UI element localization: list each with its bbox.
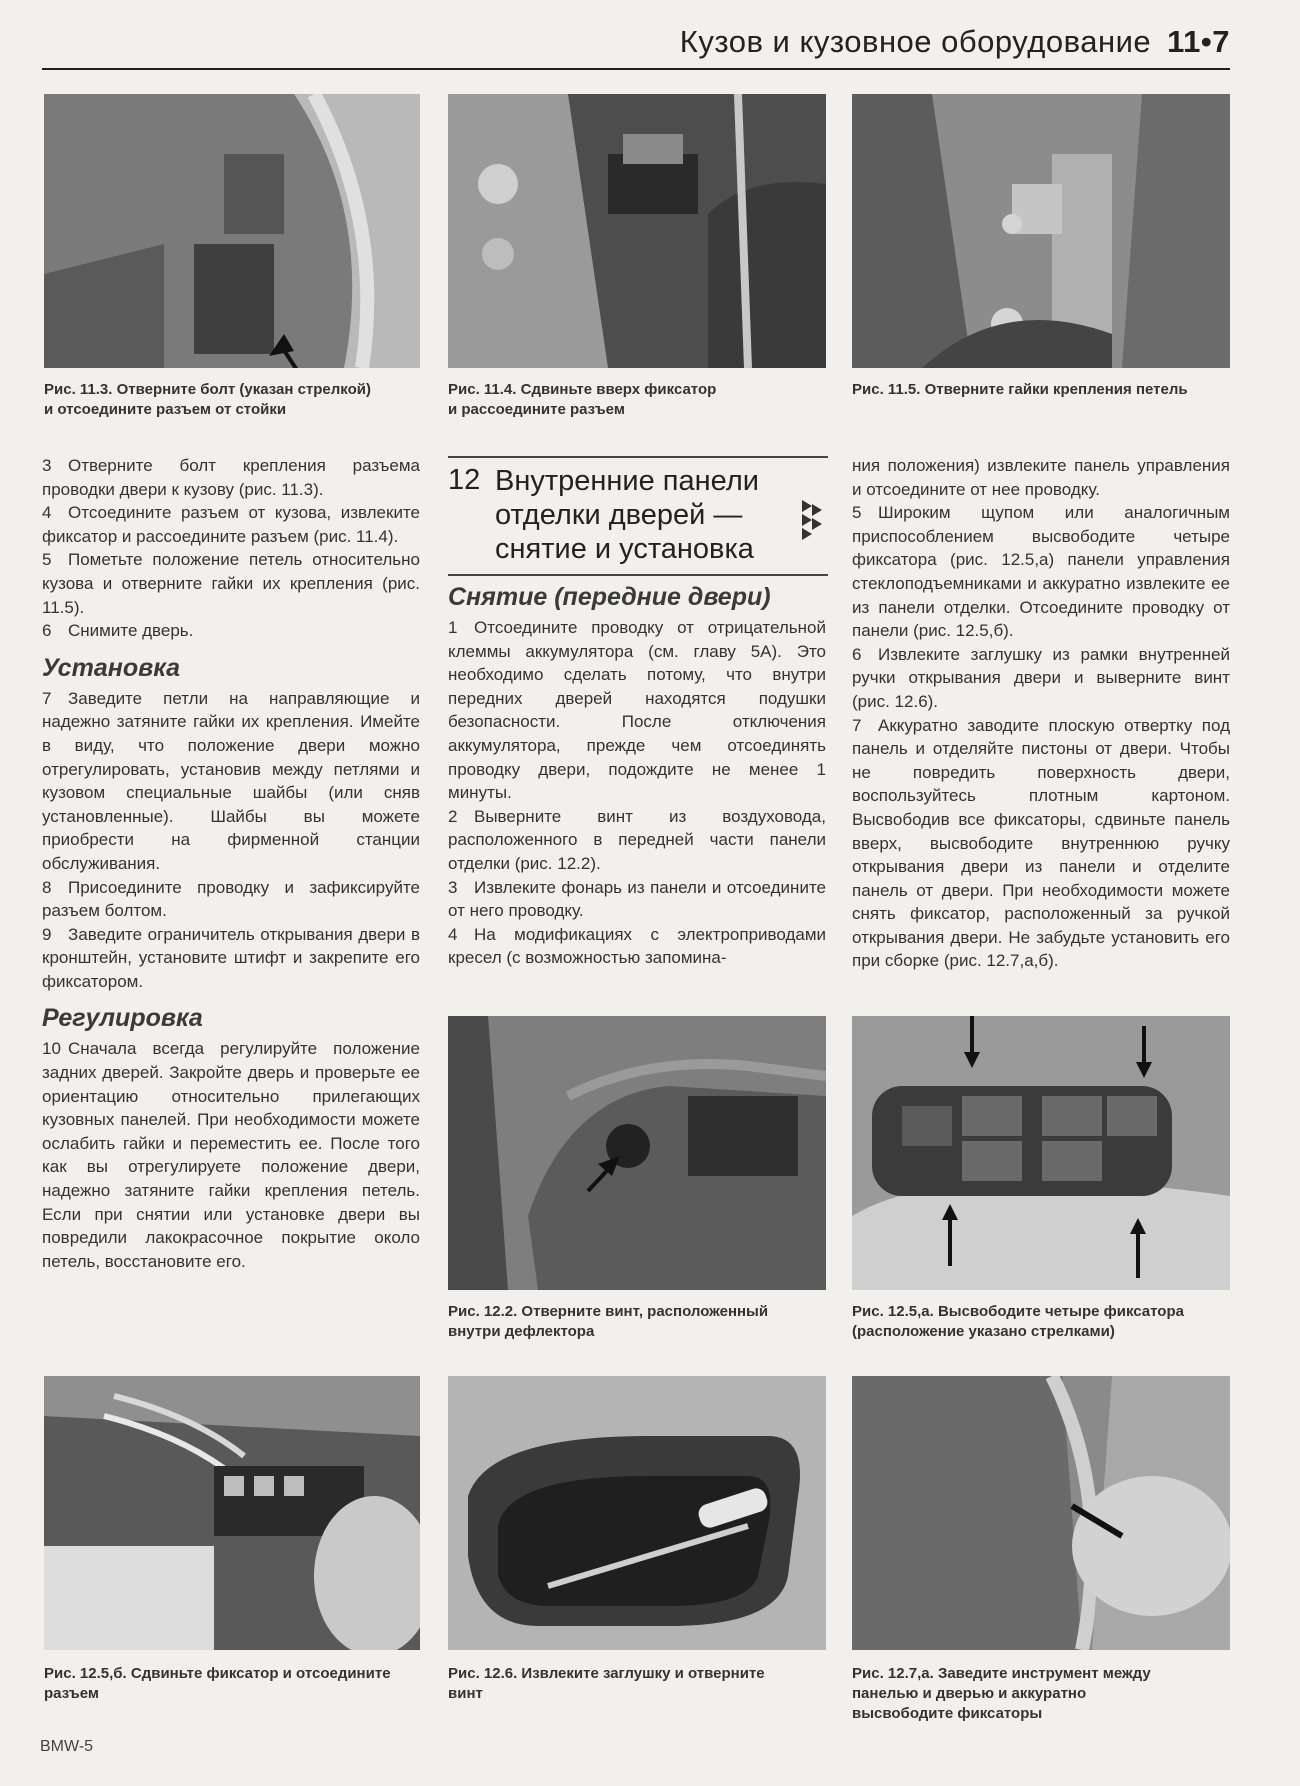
step-number: 4 bbox=[448, 924, 458, 944]
step-number: 5 bbox=[42, 550, 52, 570]
step-text: Снимите дверь. bbox=[68, 621, 194, 641]
caption-line: Рис. 11.4. Сдвиньте вверх фиксатор bbox=[448, 381, 717, 398]
step-text: На модификациях с электроприводами кресел (с возможностью запомина- bbox=[448, 924, 826, 968]
step-text: Заведите ограничитель открывания двери в кронштейн, установите штифт и закрепите его фиксатором. bbox=[42, 924, 420, 991]
caption-line: Рис. 12.6. Извлеките заглушку и отверните bbox=[448, 1665, 765, 1682]
step-text: Отсоедините разъем от кузова, извлеките фиксатор и рассоедините разъем (рис. 11.4). bbox=[42, 503, 420, 546]
caption-line: панелью и дверью и аккуратно bbox=[852, 1685, 1087, 1702]
left-text-column bbox=[42, 454, 420, 1273]
caption-line: разъем bbox=[44, 1685, 99, 1702]
step-number: 6 bbox=[852, 644, 862, 664]
section-heading bbox=[448, 456, 828, 576]
step bbox=[42, 619, 420, 643]
step bbox=[42, 454, 420, 501]
step bbox=[448, 805, 826, 876]
step bbox=[42, 548, 420, 619]
step bbox=[42, 1037, 420, 1273]
caption-fig-11-4 bbox=[448, 380, 828, 420]
step bbox=[852, 501, 1230, 643]
photo-fig-12-2 bbox=[448, 1016, 826, 1290]
step-text: Широким щупом или аналогичным приспособлением высвободите четыре фиксатора (рис. 12.5,а) панели управления стеклоподъемниками и аккуратно извлеките ее из панели отделки. Отсоедините проводку от панели (рис. 12.5,б). bbox=[852, 503, 1230, 641]
step-number: 7 bbox=[42, 688, 52, 708]
section-title: Внутренние панели отделки дверей — снятие и установка bbox=[495, 465, 759, 565]
step bbox=[42, 687, 420, 876]
step-text: Отверните болт крепления разъема проводки двери к кузову (рис. 11.3). bbox=[42, 456, 420, 499]
running-header bbox=[680, 24, 1230, 60]
step-text: Отсоедините проводку от отрицательной клеммы аккумулятора (см. главу 5А). Это необходимо сделать потому, что внутри передних дверей находятся подушки безопасности. После отключения аккумулятора, прежде чем отсоединять проводку двери, подождите не менее 1 минуты. bbox=[448, 618, 826, 803]
caption-line: Рис. 12.7,а. Заведите инструмент между bbox=[852, 1665, 1151, 1682]
step-number: 4 bbox=[42, 503, 52, 523]
header-rule bbox=[42, 68, 1230, 70]
continued-text: ния положения) извлеките панель управления и отсоедините от нее проводку. bbox=[852, 456, 1230, 499]
caption-fig-12-6 bbox=[448, 1664, 828, 1704]
photo-fig-12-7a bbox=[852, 1376, 1230, 1650]
photo-fig-11-5 bbox=[852, 94, 1230, 368]
step-number: 8 bbox=[42, 877, 52, 897]
heading-removal: Снятие (передние двери) bbox=[448, 583, 771, 611]
step bbox=[448, 616, 826, 805]
caption-line: (расположение указано стрелками) bbox=[852, 1323, 1115, 1340]
caption-line: и рассоедините разъем bbox=[448, 401, 625, 418]
step-number: 6 bbox=[42, 621, 52, 641]
photo-fig-12-5a bbox=[852, 1016, 1230, 1290]
caption-fig-11-3 bbox=[44, 380, 424, 420]
step-number: 2 bbox=[448, 806, 458, 826]
step bbox=[42, 923, 420, 994]
step-text: Извлеките фонарь из панели и отсоедините от него проводку. bbox=[448, 877, 826, 921]
chapter-title: Кузов и кузовное оборудование bbox=[679, 24, 1152, 59]
photo-fig-11-4 bbox=[448, 94, 826, 368]
step bbox=[42, 501, 420, 548]
caption-line: высвободите фиксаторы bbox=[852, 1705, 1043, 1722]
caption-line: Рис. 12.2. Отверните винт, расположенный bbox=[448, 1303, 769, 1320]
photo-fig-11-3 bbox=[44, 94, 420, 368]
caption-fig-11-5 bbox=[852, 380, 1232, 400]
caption-fig-12-5a bbox=[852, 1302, 1232, 1342]
step bbox=[448, 876, 826, 923]
caption-line: Рис. 12.5,б. Сдвиньте фиксатор и отсоедините bbox=[44, 1665, 391, 1682]
caption-fig-12-5b bbox=[44, 1664, 424, 1704]
caption-fig-12-7a bbox=[852, 1664, 1232, 1724]
photo-fig-12-5b bbox=[44, 1376, 420, 1650]
photo-fig-12-6 bbox=[448, 1376, 826, 1650]
right-text-column bbox=[852, 454, 1230, 973]
difficulty-icon bbox=[798, 496, 826, 546]
footer-code: BMW-5 bbox=[40, 1738, 94, 1755]
caption-line: Рис. 11.5. Отверните гайки крепления петель bbox=[852, 381, 1188, 398]
step-text: Выверните винт из воздуховода, расположенного в передней части панели отделки (рис. 12.2). bbox=[448, 806, 826, 873]
step-number: 3 bbox=[448, 877, 458, 897]
step bbox=[448, 923, 826, 970]
step-number: 5 bbox=[852, 503, 862, 523]
step-text: Извлеките заглушку из рамки внутренней ручки открывания двери и выверните винт (рис. 12.6). bbox=[852, 644, 1230, 711]
step bbox=[852, 643, 1230, 714]
step-text: Присоедините проводку и зафиксируйте разъем болтом. bbox=[42, 877, 420, 921]
section-number: 12 bbox=[448, 464, 481, 496]
step-number: 9 bbox=[42, 924, 52, 944]
caption-line: Рис. 11.3. Отверните болт (указан стрелкой) bbox=[44, 381, 371, 398]
step-number: 7 bbox=[852, 715, 862, 735]
step-text: Аккуратно заводите плоскую отвертку под панель и отделяйте пистоны от двери. Чтобы не повредить поверхность двери, воспользуйтесь плотным картоном. Высвободив все фиксаторы, сдвиньте панель вверх, высвободите внутреннюю ручку открывания двери из панели и отделите панель от двери. При необходимости можете снять фиксатор, расположенный за ручкой открывания двери. Не забудьте установить его при сборке (рис. 12.7,а,б). bbox=[852, 715, 1230, 971]
heading-adjust: Регулировка bbox=[42, 1004, 203, 1033]
caption-fig-12-2 bbox=[448, 1302, 828, 1342]
step-number: 1 bbox=[448, 618, 458, 637]
heading-install: Установка bbox=[42, 653, 181, 682]
step-text: Сначала всегда регулируйте положение задних дверей. Закройте дверь и проверьте ее ориентацию относительно прилегающих кузовных панелей. При необходимости можете ослабить гайки и переместить ее. После того как вы отрегулируете положение двери, надежно затяните гайки крепления петель. Если при снятии или установке двери вы повредили лакокрасочное покрытие около петель, восстановите его. bbox=[42, 1039, 420, 1271]
caption-line: Рис. 12.5,а. Высвободите четыре фиксатора bbox=[852, 1303, 1184, 1320]
caption-line: и отсоедините разъем от стойки bbox=[44, 401, 287, 418]
caption-line: винт bbox=[448, 1685, 483, 1702]
step-number: 10 bbox=[42, 1039, 61, 1059]
step bbox=[852, 714, 1230, 974]
step bbox=[42, 876, 420, 923]
middle-text-column bbox=[448, 582, 826, 970]
page-number: 11•7 bbox=[1167, 24, 1230, 59]
step-number: 3 bbox=[42, 456, 52, 475]
step-text: Заведите петли на направляющие и надежно затяните гайки их крепления. Имейте в виду, что положение двери можно отрегулировать, установив между петлями и кузовом специальные шайбы (или сняв установленные). Шайбы вы можете приобрести на фирменной станции обслуживания. bbox=[42, 688, 420, 873]
caption-line: внутри дефлектора bbox=[448, 1323, 595, 1340]
step-text: Пометьте положение петель относительно кузова и отверните гайки их крепления (рис. 11.5). bbox=[42, 550, 420, 617]
